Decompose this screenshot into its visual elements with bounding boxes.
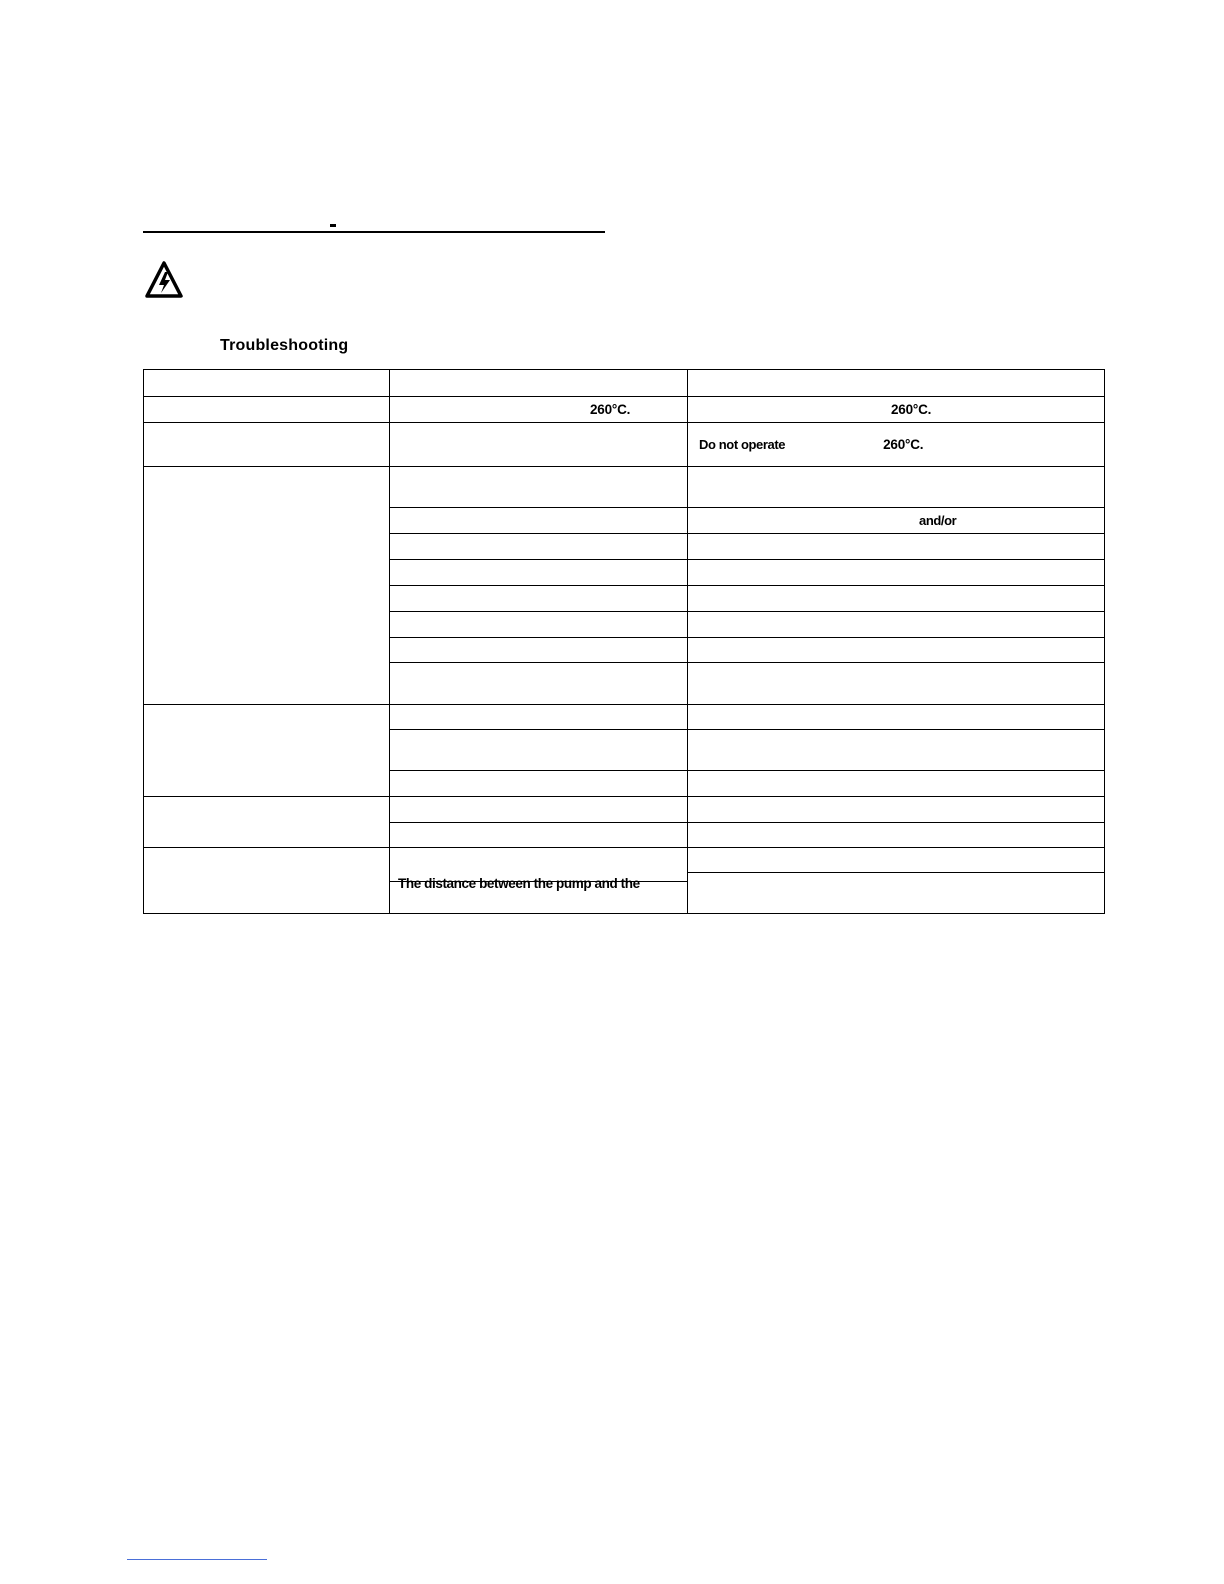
remedy-cell bbox=[688, 423, 1105, 467]
cause-cell bbox=[390, 612, 688, 638]
problem-cell bbox=[144, 423, 390, 467]
remedy-cell bbox=[688, 534, 1105, 560]
remedy-text: and/or bbox=[919, 513, 957, 528]
problem-cell bbox=[144, 848, 390, 914]
table-row bbox=[144, 848, 1105, 873]
cause-cell bbox=[390, 560, 688, 586]
header-rule-mark bbox=[330, 224, 336, 227]
remedy-cell bbox=[688, 663, 1105, 705]
header-cell-remedy bbox=[688, 370, 1105, 397]
table-row bbox=[144, 467, 1105, 508]
remedy-temperature: 260°C. bbox=[883, 437, 924, 452]
problem-cell bbox=[144, 797, 390, 848]
table-row bbox=[144, 397, 1105, 423]
header-cell-cause bbox=[390, 370, 688, 397]
cause-cell bbox=[390, 705, 688, 730]
cause-cell bbox=[390, 423, 688, 467]
remedy-cell bbox=[688, 797, 1105, 823]
remedy-cell bbox=[688, 560, 1105, 586]
remedy-cell bbox=[688, 848, 1105, 873]
remedy-temperature: 260°C. bbox=[891, 402, 932, 417]
cause-cell bbox=[390, 797, 688, 823]
cause-cell bbox=[390, 586, 688, 612]
cause-cell bbox=[390, 848, 688, 914]
cause-cell bbox=[390, 771, 688, 797]
cause-cell bbox=[390, 663, 688, 705]
cause-cell bbox=[390, 638, 688, 663]
troubleshooting-table bbox=[143, 369, 1105, 914]
remedy-cell bbox=[688, 823, 1105, 848]
electrical-hazard-warning-icon bbox=[144, 260, 184, 300]
cause-text: The distance between the pump and the bbox=[398, 876, 640, 891]
cause-cell bbox=[390, 730, 688, 771]
remedy-cell bbox=[688, 397, 1105, 423]
remedy-cell bbox=[688, 508, 1105, 534]
section-title: Troubleshooting bbox=[220, 337, 349, 354]
problem-cell bbox=[144, 397, 390, 423]
table-row bbox=[144, 797, 1105, 823]
remedy-cell bbox=[688, 467, 1105, 508]
remedy-cell bbox=[688, 730, 1105, 771]
remedy-cell bbox=[688, 638, 1105, 663]
cause-cell bbox=[390, 397, 688, 423]
cause-temperature: 260°C. bbox=[590, 402, 631, 417]
remedy-cell bbox=[688, 586, 1105, 612]
header-cell-problem bbox=[144, 370, 390, 397]
header-rule bbox=[143, 231, 605, 233]
remedy-cell bbox=[688, 612, 1105, 638]
cause-cell bbox=[390, 534, 688, 560]
cause-cell bbox=[390, 508, 688, 534]
remedy-cell bbox=[688, 705, 1105, 730]
remedy-cell bbox=[688, 873, 1105, 914]
problem-cell bbox=[144, 705, 390, 797]
table-row bbox=[144, 423, 1105, 467]
footer-link-underline bbox=[127, 1559, 267, 1560]
table-header-row bbox=[144, 370, 1105, 397]
cause-cell bbox=[390, 467, 688, 508]
table-row bbox=[144, 705, 1105, 730]
remedy-instruction: Do not operate bbox=[699, 437, 786, 452]
cause-cell bbox=[390, 823, 688, 848]
problem-cell bbox=[144, 467, 390, 705]
remedy-cell bbox=[688, 771, 1105, 797]
